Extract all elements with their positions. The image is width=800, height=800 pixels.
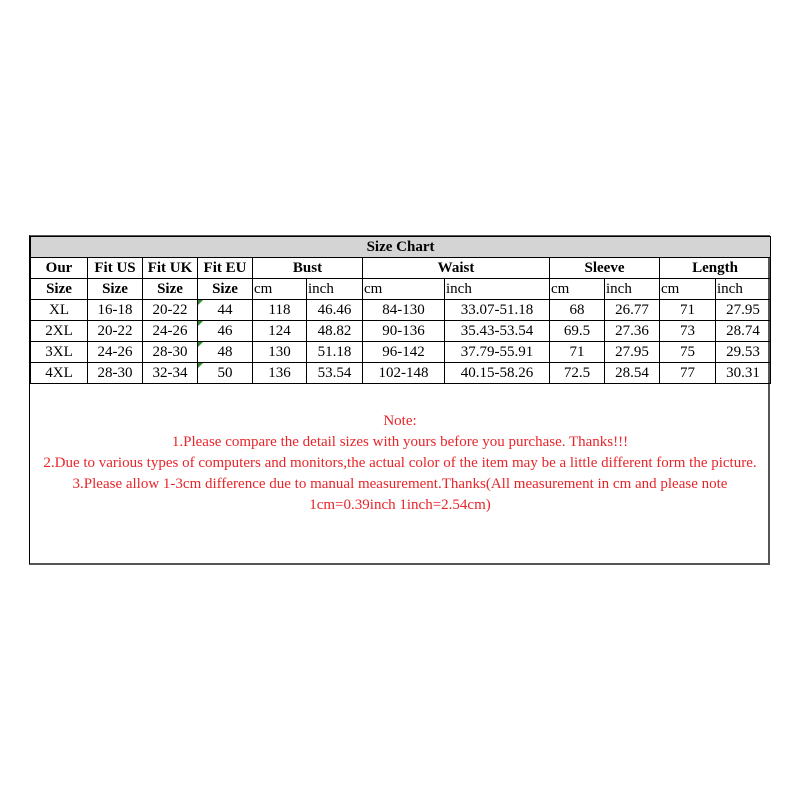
- cell-size: XL: [31, 300, 88, 321]
- cell-waist-inch: 35.43-53.54: [445, 321, 550, 342]
- cell-sleeve-inch: 26.77: [605, 300, 660, 321]
- note-section: [30, 411, 770, 516]
- unit-inch: inch: [445, 279, 550, 300]
- unit-cm: cm: [550, 279, 605, 300]
- header-row-1: [31, 258, 771, 279]
- header-fit-us: Fit US: [88, 258, 143, 279]
- cell-waist-inch: 33.07-51.18: [445, 300, 550, 321]
- header-our: Our: [31, 258, 88, 279]
- cell-waist-inch: 37.79-55.91: [445, 342, 550, 363]
- cell-fit-us: 24-26: [88, 342, 143, 363]
- cell-length-cm: 75: [660, 342, 716, 363]
- cell-length-inch: 27.95: [716, 300, 771, 321]
- cell-fit-us: 16-18: [88, 300, 143, 321]
- cell-value: 44: [217, 302, 233, 318]
- size-chart-table: [30, 236, 771, 384]
- cell-fit-uk: 32-34: [143, 363, 198, 384]
- cell-sleeve-inch: 27.36: [605, 321, 660, 342]
- table-row: [31, 363, 771, 384]
- cell-waist-cm: 102-148: [363, 363, 445, 384]
- header-length: Length: [660, 258, 771, 279]
- cell-waist-cm: 84-130: [363, 300, 445, 321]
- header-fit-uk: Fit UK: [143, 258, 198, 279]
- table-row: [31, 321, 771, 342]
- cell-size: 3XL: [31, 342, 88, 363]
- cell-length-cm: 77: [660, 363, 716, 384]
- cell-value: 50: [217, 365, 233, 381]
- header-row-2: [31, 279, 771, 300]
- cell-fit-us: 20-22: [88, 321, 143, 342]
- cell-fit-uk: 24-26: [143, 321, 198, 342]
- cell-bust-cm: 124: [253, 321, 307, 342]
- header-fit-eu: Fit EU: [198, 258, 253, 279]
- header-size: Size: [31, 279, 88, 300]
- header-sleeve: Sleeve: [550, 258, 660, 279]
- header-size: Size: [198, 279, 253, 300]
- unit-cm: cm: [253, 279, 307, 300]
- cell-sleeve-inch: 28.54: [605, 363, 660, 384]
- cell-bust-cm: 136: [253, 363, 307, 384]
- cell-waist-cm: 90-136: [363, 321, 445, 342]
- cell-length-cm: 73: [660, 321, 716, 342]
- note-line-1: 1.Please compare the detail sizes with yours before you purchase. Thanks!!!: [171, 434, 629, 450]
- header-size: Size: [88, 279, 143, 300]
- cell-size: 4XL: [31, 363, 88, 384]
- cell-fit-eu: [198, 342, 253, 363]
- cell-bust-cm: 118: [253, 300, 307, 321]
- unit-cm: cm: [363, 279, 445, 300]
- corner-mark-icon: [198, 300, 203, 305]
- cell-size: 2XL: [31, 321, 88, 342]
- cell-fit-uk: 28-30: [143, 342, 198, 363]
- cell-waist-cm: 96-142: [363, 342, 445, 363]
- unit-inch: inch: [307, 279, 363, 300]
- cell-fit-uk: 20-22: [143, 300, 198, 321]
- size-chart: [29, 235, 770, 565]
- cell-sleeve-cm: 69.5: [550, 321, 605, 342]
- chart-title: Size Chart: [31, 237, 771, 258]
- note-line-2: 2.Due to various types of computers and monitors,the actual color of the item may be a little different form the picture.: [43, 455, 757, 471]
- cell-value: 46: [217, 323, 233, 339]
- cell-sleeve-inch: 27.95: [605, 342, 660, 363]
- cell-fit-eu: [198, 300, 253, 321]
- cell-bust-cm: 130: [253, 342, 307, 363]
- cell-bust-inch: 53.54: [307, 363, 363, 384]
- cell-fit-eu: [198, 321, 253, 342]
- cell-sleeve-cm: 68: [550, 300, 605, 321]
- cell-bust-inch: 48.82: [307, 321, 363, 342]
- cell-length-cm: 71: [660, 300, 716, 321]
- header-size: Size: [143, 279, 198, 300]
- cell-bust-inch: 51.18: [307, 342, 363, 363]
- cell-bust-inch: 46.46: [307, 300, 363, 321]
- corner-mark-icon: [198, 321, 203, 326]
- note-heading: Note:: [383, 413, 417, 429]
- cell-fit-eu: [198, 363, 253, 384]
- header-bust: Bust: [253, 258, 363, 279]
- unit-cm: cm: [660, 279, 716, 300]
- corner-mark-icon: [198, 363, 203, 368]
- table-row: [31, 342, 771, 363]
- cell-sleeve-cm: 71: [550, 342, 605, 363]
- cell-length-inch: 28.74: [716, 321, 771, 342]
- cell-length-inch: 29.53: [716, 342, 771, 363]
- cell-value: 48: [217, 344, 233, 360]
- table-row: [31, 300, 771, 321]
- unit-inch: inch: [605, 279, 660, 300]
- header-waist: Waist: [363, 258, 550, 279]
- cell-length-inch: 30.31: [716, 363, 771, 384]
- cell-sleeve-cm: 72.5: [550, 363, 605, 384]
- note-line-3: 3.Please allow 1-3cm difference due to manual measurement.Thanks(All measurement in cm and please note 1cm=0.39inch 1inch=2.54cm): [72, 476, 728, 513]
- unit-inch: inch: [716, 279, 771, 300]
- cell-fit-us: 28-30: [88, 363, 143, 384]
- cell-waist-inch: 40.15-58.26: [445, 363, 550, 384]
- corner-mark-icon: [198, 342, 203, 347]
